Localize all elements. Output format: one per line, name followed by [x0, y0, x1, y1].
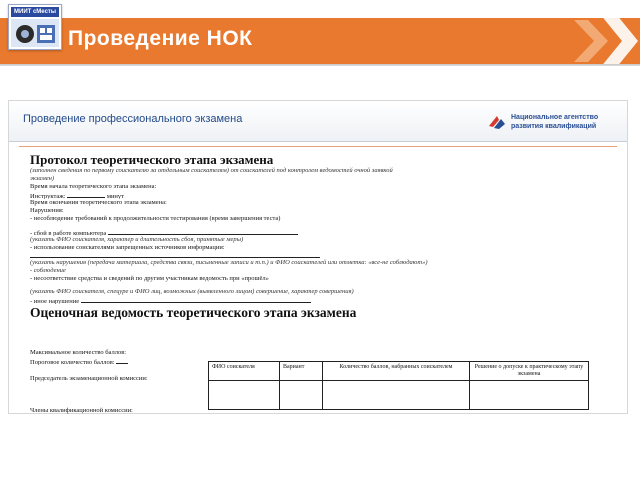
column-header: Вариант — [280, 362, 323, 381]
document-divider — [19, 146, 617, 147]
threshold-blank — [116, 357, 128, 364]
computer-failure-blank — [108, 228, 298, 235]
table-cell — [209, 381, 280, 410]
other-violation-label: - иное нарушение — [30, 298, 80, 304]
header-divider — [0, 64, 640, 66]
instruction-unit: минут — [106, 193, 124, 199]
vedomost-left-fields — [30, 349, 205, 415]
vedomost-title: Оценочная ведомость теоретического этапа экзамена — [30, 305, 357, 320]
table-cell — [280, 381, 323, 410]
university-logo — [8, 4, 62, 50]
protocol-line: Время окончания теоретического этапа экзамена: — [30, 199, 167, 206]
vedomost-field: Максимальное количество баллов: — [30, 349, 127, 356]
agency-name — [511, 113, 598, 131]
vedomost-field — [30, 357, 205, 365]
document-header — [9, 101, 627, 142]
slide-title: Проведение НОК — [68, 27, 253, 50]
document-header-title: Проведение профессионального экзамена — [23, 113, 243, 125]
protocol-line: (указать ФИО соискателя, характер и длительность сбоя, принятые меры) — [30, 236, 244, 243]
vedomost-field: Члены квалификационной комиссии: — [30, 407, 133, 414]
protocol-line — [30, 296, 610, 304]
computer-failure-label: - сбой в работе компьютера — [30, 230, 107, 236]
protocol-line: - несоответствие средства и сведений по другим участникам ведомость при «прошёл» — [30, 275, 269, 282]
protocol-line: (заполнен сведения по первому соискателю за отдельным соискателям) от соискателей под контролем ведомостей очной заявкой — [30, 167, 393, 174]
slide-header — [0, 0, 640, 66]
fill-rule — [30, 252, 320, 258]
instruction-blank — [67, 191, 105, 198]
table-row — [209, 381, 589, 410]
protocol-line: (указать нарушения (передача материала, средства связи, письменные записи и т.п.) и ФИО соискателей или отметка: «все-не соблюдают») — [30, 259, 428, 266]
protocol-line: экзамен) — [30, 175, 55, 182]
column-header: Решение о допуске к практическому этапу экзамена — [470, 362, 589, 381]
threshold-label: Пороговое количество баллов: — [30, 359, 115, 365]
protocol-line — [30, 191, 610, 199]
logo-label: МИИТ сМесты — [11, 7, 59, 17]
logo-emblem-icon — [11, 19, 59, 47]
chevron-decoration-icon — [560, 10, 640, 66]
vedomost-field: Председатель экзаменационной комиссии: — [30, 375, 148, 382]
agency-logo — [487, 110, 621, 134]
other-violation-blank — [81, 296, 311, 303]
protocol-line — [30, 228, 610, 236]
protocol-line: Нарушения: — [30, 207, 64, 214]
column-header: ФИО соискателя — [209, 362, 280, 381]
protocol-section — [30, 152, 610, 321]
column-header: Количество баллов, набранных соискателем — [323, 362, 470, 381]
agency-emblem-icon — [487, 112, 507, 132]
protocol-line: - соблюдение — [30, 267, 66, 274]
agency-name-line1: Национальное агентство — [511, 114, 599, 121]
agency-name-line2: развития квалификаций — [511, 123, 597, 130]
protocol-line: (указать ФИО соискателя, спецуре и ФИО лиц, возможных (выявленного лицом) совершение, характер совершения) — [30, 288, 354, 295]
vedomost-table — [208, 361, 589, 410]
instruction-label: Инструктаж: — [30, 193, 66, 199]
protocol-line: Время начала теоретического этапа экзамена: — [30, 183, 157, 190]
protocol-line: - использование соискателями запрещенных источников информации: — [30, 244, 225, 251]
table-header-row — [209, 362, 589, 381]
protocol-title: Протокол теоретического этапа экзамена — [30, 152, 274, 167]
protocol-line: - несоблюдение требований к продолжительности тестирования (время завершения теста) — [30, 215, 281, 222]
table-cell — [323, 381, 470, 410]
table-cell — [470, 381, 589, 410]
